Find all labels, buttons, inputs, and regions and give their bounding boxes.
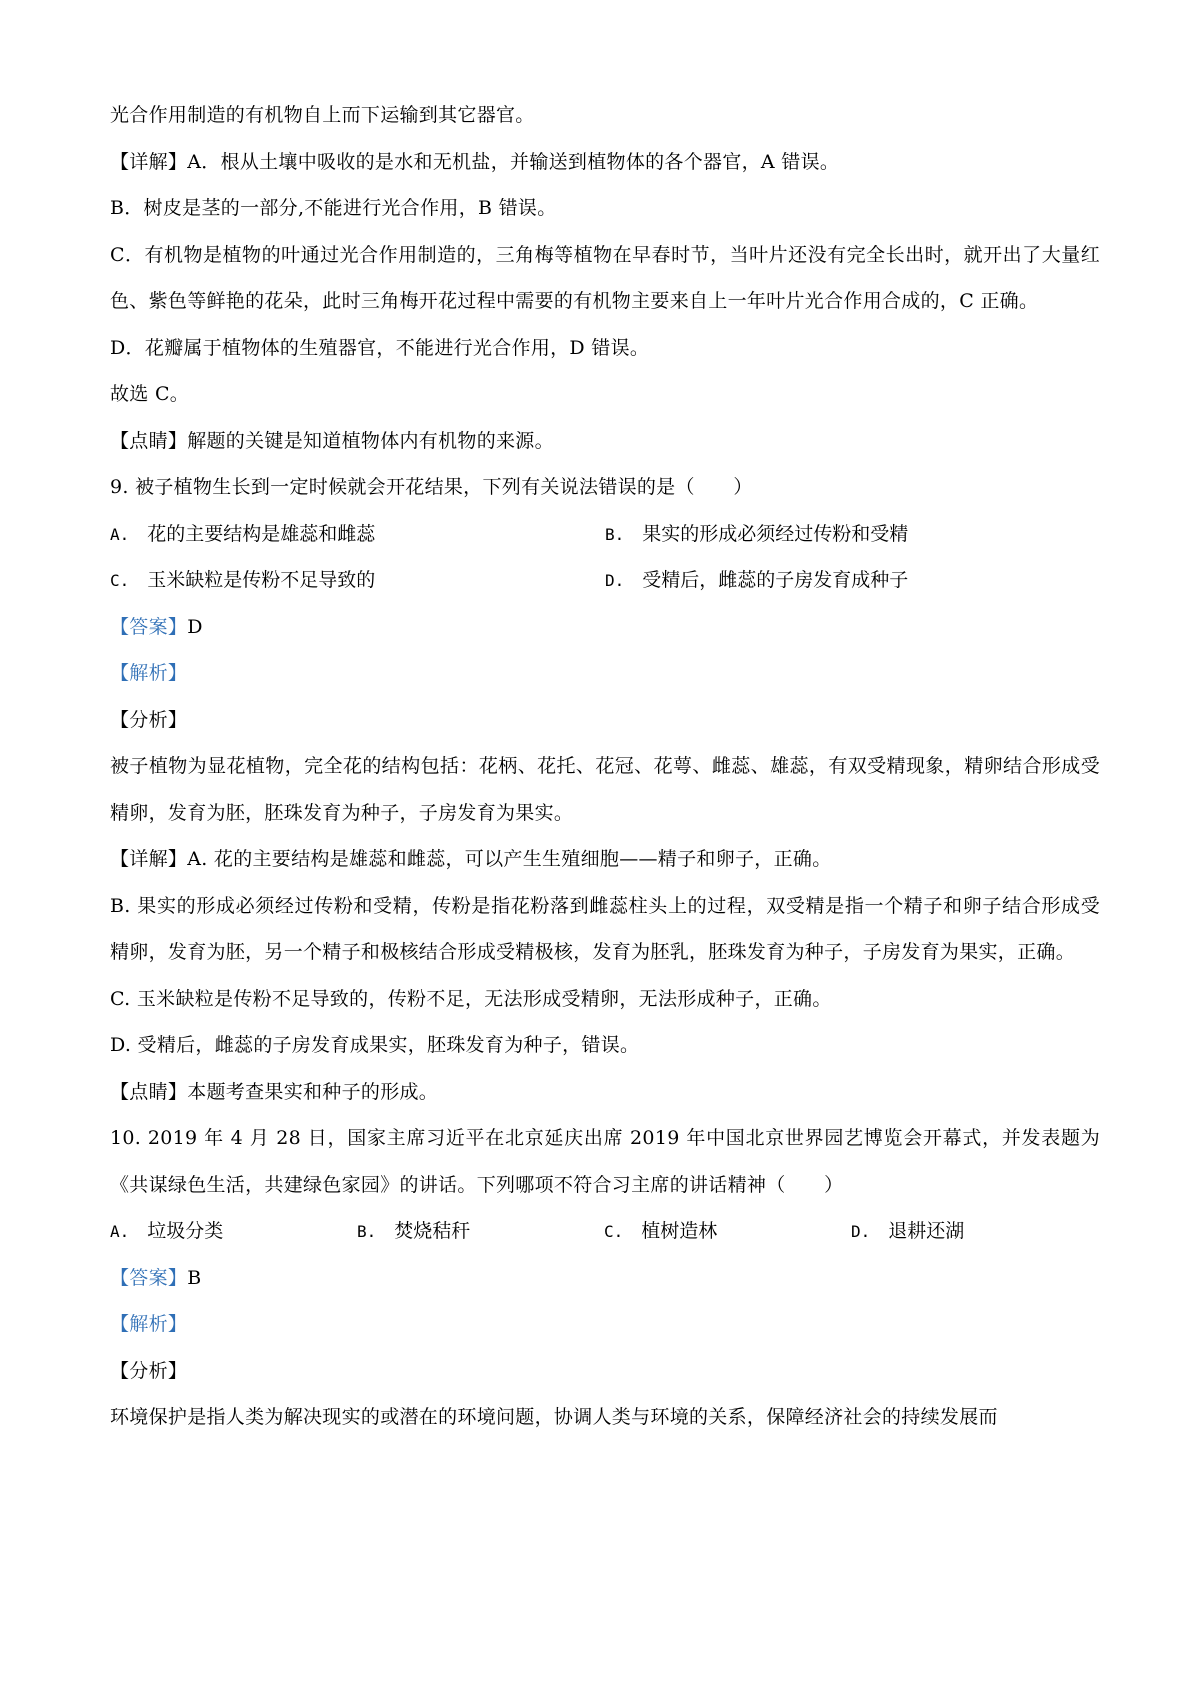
answer-label: 【答案】 xyxy=(110,615,188,638)
q10-fenxi: 环境保护是指人类为解决现实的或潜在的环境问题，协调人类与环境的关系，保障经济社会的持续发展而 xyxy=(110,1406,998,1428)
document-page xyxy=(110,92,1100,1441)
q8-detail-d: D．花瓣属于植物体的生殖器官，不能进行光合作用，D 错误。 xyxy=(110,336,650,359)
q10-stem: 10. 2019 年 4 月 28 日，国家主席习近平在北京延庆出席 2019 年中国北京世界园艺博览会开幕式，并发表题为《共谋绿色生活，共建绿色家园》的讲话。下列哪项不符合习主席的讲话精神（ ） xyxy=(110,1127,1100,1196)
q9-detail-b: B. 果实的形成必须经过传粉和受精，传粉是指花粉落到雌蕊柱头上的过程，双受精是指一个精子和卵子结合形成受精卵，发育为胚，另一个精子和极核结合形成受精极核，发育为胚乳，胚珠发育为种子，子房发育为果实，正确。 xyxy=(110,894,1100,963)
q9-analysis-label: 【解析】 xyxy=(110,662,188,684)
q9-detail-a: 【详解】A. 花的主要结构是雄蕊和雌蕊，可以产生生殖细胞——精子和卵子，正确。 xyxy=(110,848,832,870)
q9-fenxi-label: 【分析】 xyxy=(110,708,188,731)
answer-label: 【答案】 xyxy=(110,1266,188,1289)
q9-detail-d: D. 受精后，雌蕊的子房发育成果实，胚珠发育为种子，错误。 xyxy=(110,1034,640,1056)
answer-value: B xyxy=(187,1266,202,1289)
answer-value: D xyxy=(187,615,203,638)
q9-option-b: B. 果实的形成必须经过传粉和受精 xyxy=(605,522,909,545)
q9-answer xyxy=(110,604,1100,651)
paragraph: 光合作用制造的有机物自上而下运输到其它器官。 xyxy=(110,104,535,126)
q9-options-row-2 xyxy=(110,557,1100,604)
q9-option-d: D. 受精后，雌蕊的子房发育成种子 xyxy=(605,569,909,591)
q8-detail-b: B．树皮是茎的一部分,不能进行光合作用，B 错误。 xyxy=(110,197,557,219)
q10-option-c: C. 植树造林 xyxy=(604,1220,718,1242)
q9-stem: 9. 被子植物生长到一定时候就会开花结果，下列有关说法错误的是（ ） xyxy=(110,476,753,498)
q10-option-d: D. 退耕还湖 xyxy=(851,1220,965,1242)
q8-choice: 故选 C。 xyxy=(110,383,190,405)
q8-note: 【点睛】解题的关键是知道植物体内有机物的来源。 xyxy=(110,429,554,452)
q9-option-c: C. 玉米缺粒是传粉不足导致的 xyxy=(110,569,376,591)
q8-detail-a: 【详解】A．根从土壤中吸收的是水和无机盐，并输送到植物体的各个器官，A 错误。 xyxy=(110,150,840,173)
q10-fenxi-label: 【分析】 xyxy=(110,1359,188,1382)
q10-answer xyxy=(110,1255,1100,1302)
q9-note: 【点睛】本题考查果实和种子的形成。 xyxy=(110,1080,439,1103)
q9-option-a: A. 花的主要结构是雄蕊和雌蕊 xyxy=(110,522,376,545)
q9-fenxi: 被子植物为显花植物，完全花的结构包括：花柄、花托、花冠、花萼、雌蕊、雄蕊，有双受精现象，精卵结合形成受精卵，发育为胚，胚珠发育为种子，子房发育为果实。 xyxy=(110,755,1100,824)
q10-options-row xyxy=(110,1208,1100,1255)
q9-options-row-1 xyxy=(110,511,1100,558)
q9-detail-c: C. 玉米缺粒是传粉不足导致的，传粉不足，无法形成受精卵，无法形成种子，正确。 xyxy=(110,987,832,1010)
q8-detail-c: C．有机物是植物的叶通过光合作用制造的，三角梅等植物在早春时节，当叶片还没有完全长出时，就开出了大量红色、紫色等鲜艳的花朵，此时三角梅开花过程中需要的有机物主要来自上一年叶片光合作用合成的，C 正确。 xyxy=(110,243,1100,312)
q10-option-b: B. 焚烧秸秆 xyxy=(357,1220,471,1242)
q10-option-a: A. 垃圾分类 xyxy=(110,1220,224,1242)
q10-analysis-label: 【解析】 xyxy=(110,1313,188,1335)
